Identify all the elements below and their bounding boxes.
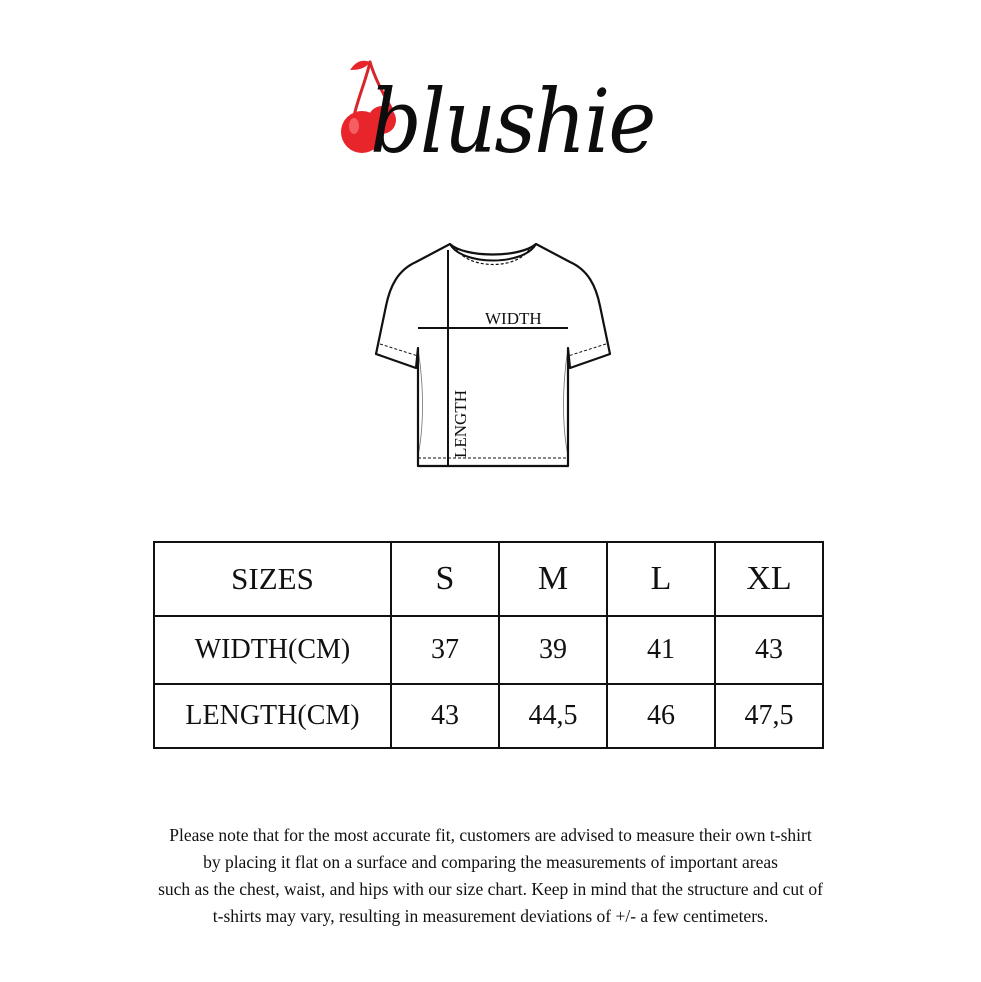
width-s: 37 xyxy=(391,616,499,684)
length-s: 43 xyxy=(391,684,499,748)
header-size-xl: XL xyxy=(715,542,823,616)
width-m: 39 xyxy=(499,616,607,684)
length-m: 44,5 xyxy=(499,684,607,748)
row-label-length: LENGTH(CM) xyxy=(154,684,391,748)
fit-note xyxy=(40,822,941,930)
note-line: such as the chest, waist, and hips with our size chart. Keep in mind that the structure and cut of xyxy=(158,879,823,899)
header-size-l: L xyxy=(607,542,715,616)
table-row xyxy=(154,684,823,748)
note-line: t-shirts may vary, resulting in measurement deviations of +/- a few centimeters. xyxy=(212,906,769,926)
brand-name: blushie xyxy=(370,70,655,173)
length-label: LENGTH xyxy=(451,390,470,458)
width-l: 41 xyxy=(607,616,715,684)
table-row xyxy=(154,616,823,684)
size-chart-table xyxy=(153,541,824,749)
header-size-s: S xyxy=(391,542,499,616)
brand-logo xyxy=(330,40,655,180)
note-line: by placing it flat on a surface and comparing the measurements of important areas xyxy=(203,852,778,872)
length-xl: 47,5 xyxy=(715,684,823,748)
tshirt-outline xyxy=(376,244,610,466)
width-xl: 43 xyxy=(715,616,823,684)
width-label: WIDTH xyxy=(485,309,542,328)
note-line: Please note that for the most accurate fit, customers are advised to measure their own t-shirt xyxy=(169,825,812,845)
table-header-row xyxy=(154,542,823,616)
length-l: 46 xyxy=(607,684,715,748)
tshirt-diagram xyxy=(370,236,615,476)
header-size-m: M xyxy=(499,542,607,616)
row-label-width: WIDTH(CM) xyxy=(154,616,391,684)
header-sizes: SIZES xyxy=(154,542,391,616)
